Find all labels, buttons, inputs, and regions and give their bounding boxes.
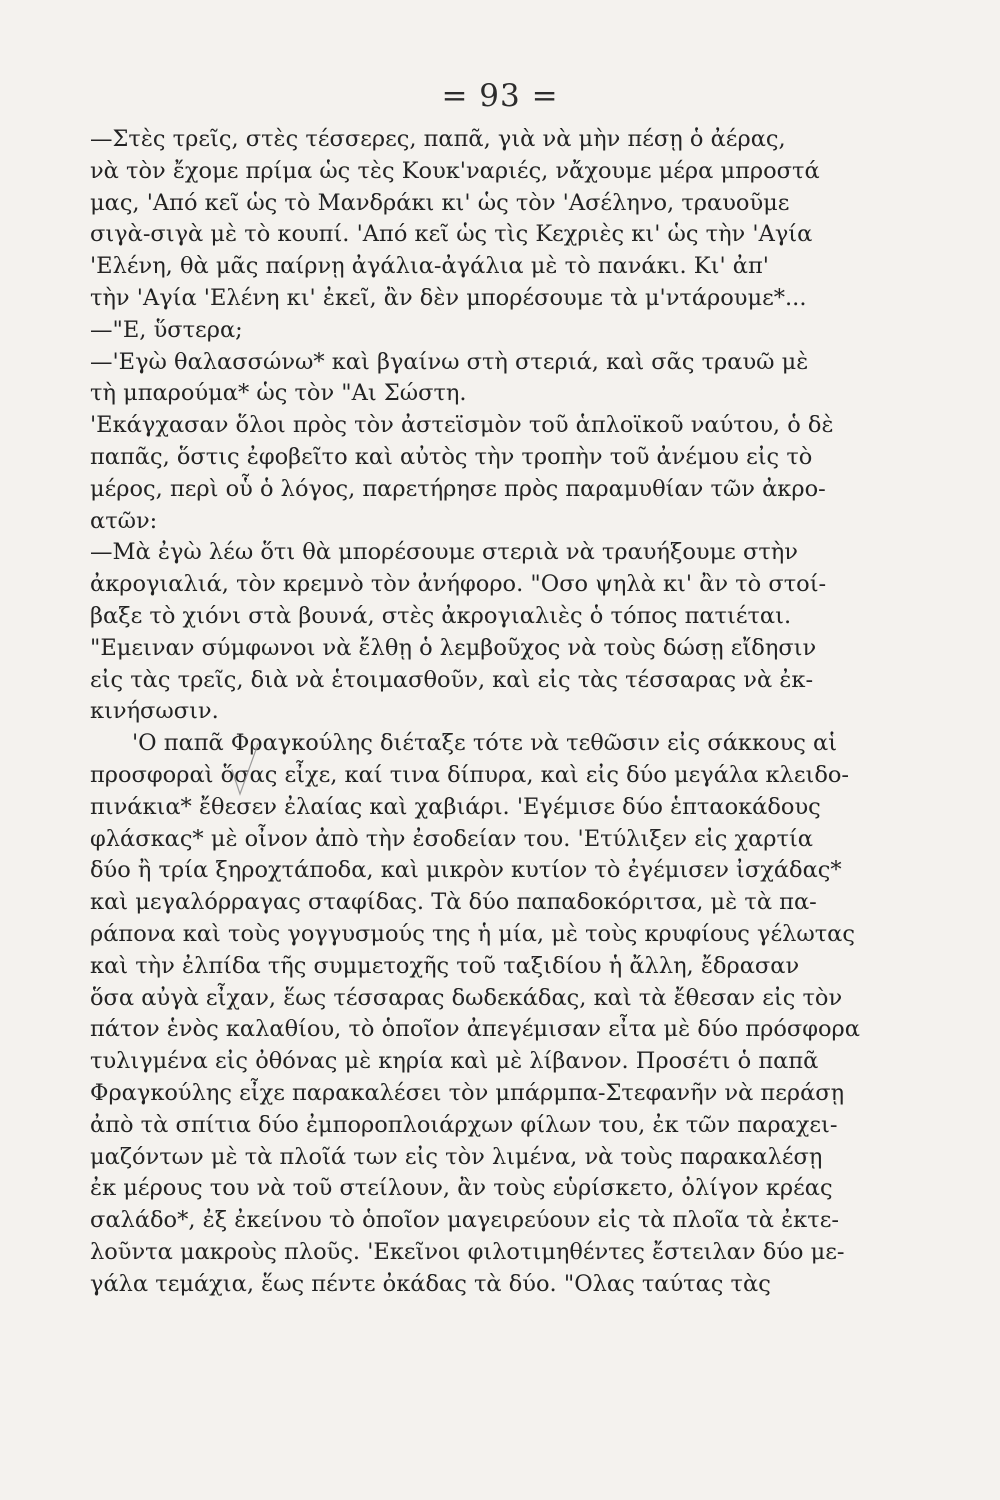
text-line: 'Ο παπᾶ Φραγκούλης διέταξε τότε νὰ τεθῶσιν εἰς σάκκους αἱ bbox=[132, 730, 838, 757]
text-line: "Εμειναν σύμφωνοι νὰ ἔλθῃ ὁ λεμβοῦχος νὰ τοὺς δώσῃ εἴδησιν bbox=[90, 634, 817, 661]
text-line: 'Εκάγχασαν ὅλοι πρὸς τὸν ἀστεϊσμὸν τοῦ ἁπλοϊκοῦ ναύτου, ὁ δὲ bbox=[90, 412, 834, 439]
text-line: μαζόντων μὲ τὰ πλοῖά των εἰς τὸν λιμένα, νὰ τοὺς παρακαλέσῃ bbox=[90, 1143, 823, 1170]
text-line: σιγὰ-σιγὰ μὲ τὸ κουπί. 'Από κεῖ ὡς τὶς Κεχριὲς κι' ὡς τὴν 'Αγία bbox=[90, 221, 813, 248]
text-line: καὶ τὴν ἐλπίδα τῆς συμμετοχῆς τοῦ ταξιδίου ἡ ἄλλη, ἔδρασαν bbox=[90, 952, 800, 979]
text-line: βαξε τὸ χιόνι στὰ βουνά, στὲς ἀκρογιαλιὲς ὁ τόπος πατιέται. bbox=[90, 602, 792, 629]
text-line: Φραγκούλης εἶχε παρακαλέσει τὸν μπάρμπα-Στεφανῆν νὰ περάσῃ bbox=[90, 1079, 845, 1106]
text-line: γάλα τεμάχια, ἕως πέντε ὀκάδας τὰ δύο. "Ολας ταύτας τὰς bbox=[90, 1270, 771, 1297]
text-line: —"Ε, ὕστερα; bbox=[90, 316, 243, 343]
text-line: ἐκ μέρους του νὰ τοῦ στείλουν, ἂν τοὺς εὑρίσκετο, ὀλίγον κρέας bbox=[90, 1175, 833, 1202]
text-line: —'Εγὼ θαλασσώνω* καὶ βγαίνω στὴ στεριά, καὶ σᾶς τραυῶ μὲ bbox=[90, 348, 809, 375]
text-line: προσφοραὶ ὅσας εἶχε, καί τινα δίπυρα, καὶ εἰς δύο μεγάλα κλειδο- bbox=[90, 761, 850, 788]
text-line: τὴ μπαρούμα* ὡς τὸν "Αι Σώστη. bbox=[90, 380, 467, 407]
text-line: εἰς τὰς τρεῖς, διὰ νὰ ἑτοιμασθοῦν, καὶ εἰς τὰς τέσσαρας νὰ ἐκ- bbox=[90, 666, 814, 693]
text-line: —Μὰ ἐγὼ λέω ὅτι θὰ μπορέσουμε στεριὰ νὰ τραυήξουμε στὴν bbox=[90, 539, 798, 566]
text-line: ἀκρογιαλιά, τὸν κρεμνὸ τὸν ἀνήφορο. "Οσο ψηλὰ κι' ἂν τὸ στοί- bbox=[90, 571, 827, 598]
text-line: —Στὲς τρεῖς, στὲς τέσσερες, παπᾶ, γιὰ νὰ μὴν πέσῃ ὁ ἀέρας, bbox=[90, 126, 786, 152]
text-line: ὅσα αὐγὰ εἶχαν, ἕως τέσσαρας δωδεκάδας, καὶ τὰ ἔθεσαν εἰς τὸν bbox=[90, 984, 843, 1011]
pencil-mark-icon bbox=[226, 740, 266, 800]
text-line: 'Ελένη, θὰ μᾶς παίρνῃ ἀγάλια-ἀγάλια μὲ τὸ πανάκι. Κι' ἀπ' bbox=[90, 253, 769, 280]
text-line: ράπονα καὶ τοὺς γογγυσμούς της ἡ μία, μὲ τοὺς κρυφίους γέλωτας bbox=[90, 920, 855, 947]
text-line: λοῦντα μακροὺς πλοῦς. 'Εκεῖνοι φιλοτιμηθέντες ἔστειλαν δύο με- bbox=[90, 1238, 845, 1265]
text-line: μέρος, περὶ οὗ ὁ λόγος, παρετήρησε πρὸς παραμυθίαν τῶν ἀκρο- bbox=[90, 475, 826, 502]
page-body-text bbox=[90, 124, 878, 1300]
page-number: = 93 = bbox=[441, 78, 559, 114]
text-line: κινήσωσιν. bbox=[90, 698, 219, 725]
text-line: μας, 'Από κεῖ ὡς τὸ Μανδράκι κι' ὡς τὸν 'Ασέληνο, τραυοῦμε bbox=[90, 189, 790, 216]
text-line: τυλιγμένα εἰς ὀθόνας μὲ κηρία καὶ μὲ λίβανον. Προσέτι ὁ παπᾶ bbox=[90, 1048, 819, 1075]
text-line: ατῶν: bbox=[90, 507, 158, 534]
text-line: παπᾶς, ὅστις ἐφοβεῖτο καὶ αὐτὸς τὴν τροπὴν τοῦ ἀνέμου εἰς τὸ bbox=[90, 443, 813, 470]
text-line: πάτον ἑνὸς καλαθίου, τὸ ὁποῖον ἀπεγέμισαν εἶτα μὲ δύο πρόσφορα bbox=[90, 1016, 860, 1043]
text-line: νὰ τὸν ἔχομε πρίμα ὡς τὲς Κουκ'ναριές, νἄχουμε μέρα μπροστά bbox=[90, 157, 820, 184]
text-line: τὴν 'Αγία 'Ελένη κι' ἐκεῖ, ἂν δὲν μπορέσουμε τὰ μ'ντάρουμε*... bbox=[90, 284, 807, 311]
text-line: δύο ἢ τρία ξηροχτάποδα, καὶ μικρὸν κυτίον τὸ ἐγέμισεν ἰσχάδας* bbox=[90, 857, 842, 884]
text-line: καὶ μεγαλόρραγας σταφίδας. Τὰ δύο παπαδοκόριτσα, μὲ τὰ πα- bbox=[90, 889, 817, 916]
text-line: φλάσκας* μὲ οἶνον ἀπὸ τὴν ἐσοδείαν του. 'Ετύλιξεν εἰς χαρτία bbox=[90, 825, 813, 852]
text-line: πινάκια* ἔθεσεν ἐλαίας καὶ χαβιάρι. 'Εγέμισε δύο ἑπταοκάδους bbox=[90, 793, 821, 820]
text-line: ἀπὸ τὰ σπίτια δύο ἐμποροπλοιάρχων φίλων του, ἐκ τῶν παραχει- bbox=[90, 1111, 838, 1138]
text-line: σαλάδο*, ἐξ ἐκείνου τὸ ὁποῖον μαγειρεύουν εἰς τὰ πλοῖα τὰ ἐκτε- bbox=[90, 1207, 839, 1234]
